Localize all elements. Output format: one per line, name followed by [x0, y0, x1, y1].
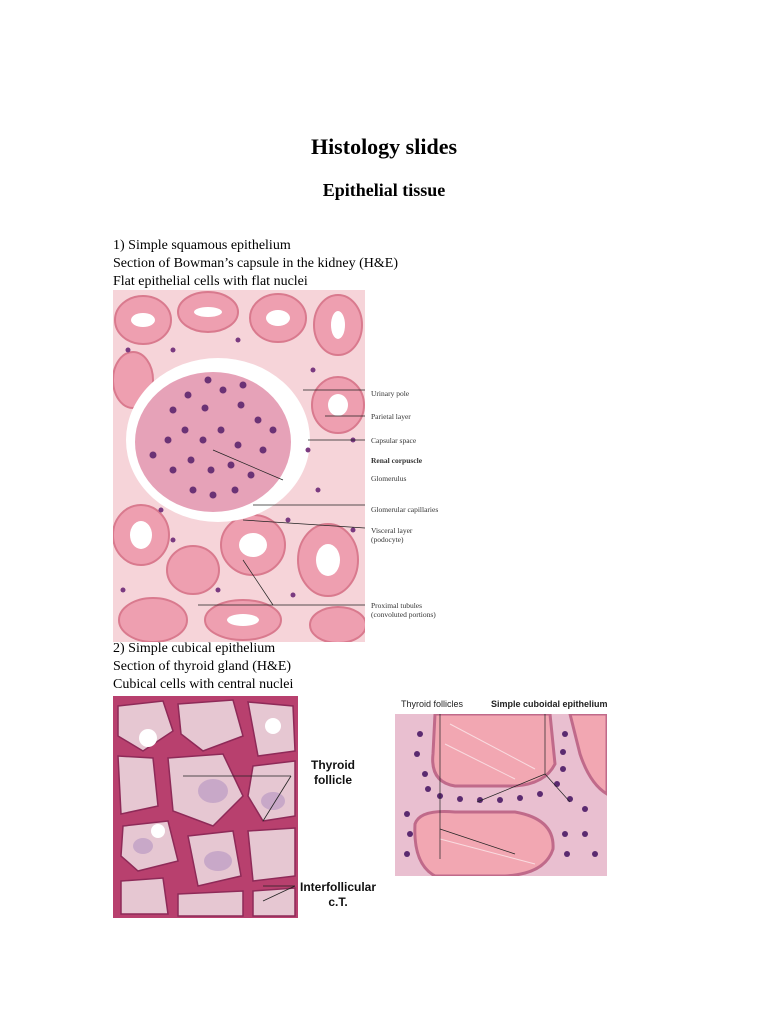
label-ct: c.T.: [328, 895, 348, 909]
label-glomerular-capillaries: Glomerular capillaries: [371, 505, 439, 514]
label-glomerulus: Glomerulus: [371, 474, 407, 483]
label-simple-cuboidal: Simple cuboidal epithelium: [491, 699, 608, 709]
label-follicle: follicle: [313, 773, 352, 787]
label-interfollicular: Interfollicular: [299, 880, 376, 894]
section1-description: Section of Bowman’s capsule in the kidney (H&E): [113, 256, 398, 271]
label-convoluted-portions: (convoluted portions): [371, 610, 436, 619]
thyroid-figure-right: [393, 696, 608, 878]
section-title: Epithelial tissue: [322, 180, 446, 200]
label-urinary-pole: Urinary pole: [371, 389, 410, 398]
label-visceral-layer: Visceral layer: [371, 526, 413, 535]
label-thyroid: Thyroid: [311, 758, 355, 772]
label-thyroid-follicles: Thyroid follicles: [401, 699, 464, 709]
kidney-micrograph: [113, 290, 365, 642]
section1-note: Flat epithelial cells with flat nuclei: [113, 274, 308, 289]
label-podocyte: (podocyte): [371, 535, 404, 544]
page-title: Histology slides: [310, 134, 458, 159]
thyroid-figure-left: [113, 696, 383, 918]
section1-heading: 1) Simple squamous epithelium: [113, 238, 291, 253]
label-parietal-layer: Parietal layer: [371, 412, 411, 421]
label-renal-corpuscle: Renal corpuscle: [371, 456, 423, 465]
kidney-figure: [113, 290, 463, 642]
section2-note: Cubical cells with central nuclei: [113, 677, 294, 692]
label-proximal-tubules: Proximal tubules: [371, 601, 423, 610]
label-capsular-space: Capsular space: [371, 436, 417, 445]
section2-heading: 2) Simple cubical epithelium: [113, 641, 276, 656]
thyroid-micrograph-high: [395, 714, 607, 876]
section2-description: Section of thyroid gland (H&E): [113, 659, 292, 674]
